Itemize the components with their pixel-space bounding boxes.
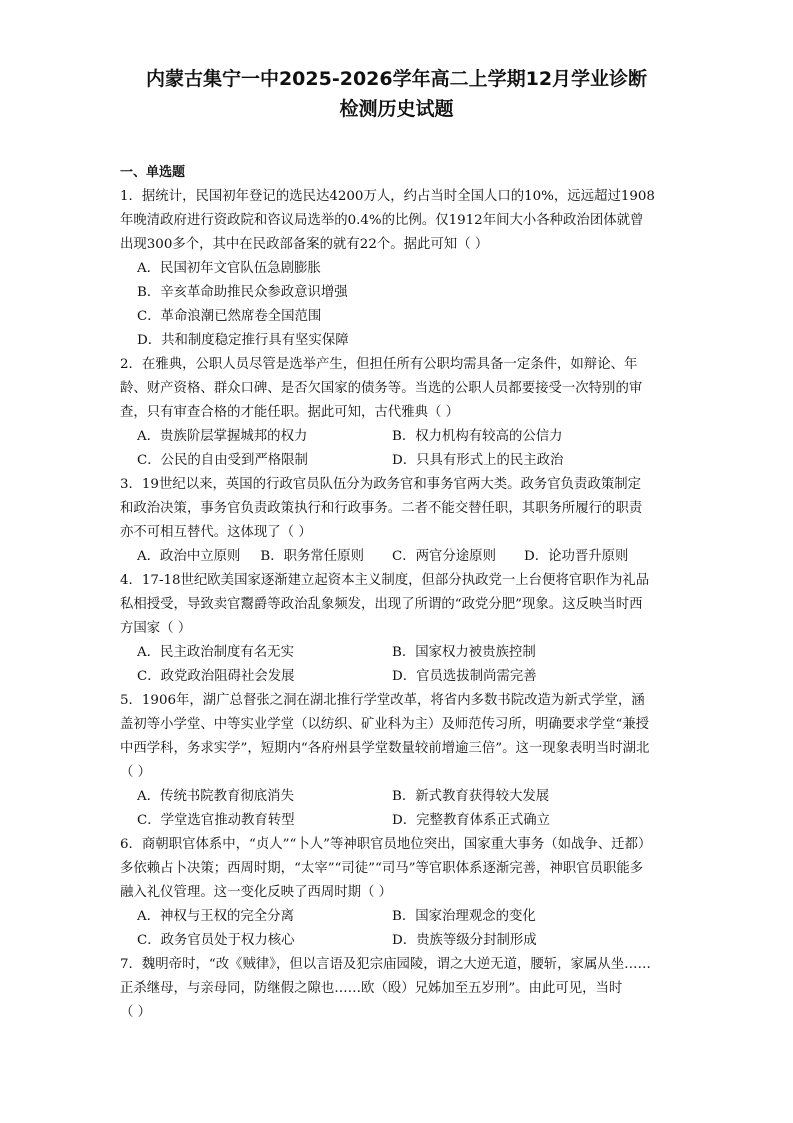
stem-line: 查，只有审查合格的才能任职。据此可知，古代雅典（ ） — [120, 405, 460, 420]
option-b[interactable]: B．新式教育获得较大发展 — [392, 789, 550, 804]
stem-line: 中西学科，务求实学”，短期内“各府州县学堂数量较前增逾三倍”。这一现象表明当时湖北 — [120, 741, 650, 756]
option-d[interactable]: D．共和制度稳定推行具有坚实保障 — [137, 333, 349, 348]
section-heading: 一、单选题 — [120, 165, 186, 180]
question-stem — [120, 689, 676, 785]
option-a[interactable]: A．神权与王权的完全分离 — [137, 909, 294, 924]
question-stem — [120, 833, 676, 905]
option-c[interactable]: C．政务官员处于权力核心 — [137, 933, 295, 948]
question-1 — [120, 185, 676, 353]
option-list — [120, 257, 676, 353]
stem-line: 亦不可相互替代。这体现了（ ） — [120, 525, 312, 540]
title-line-2: 检测历史试题 — [339, 98, 454, 120]
stem-line: 6．商朝职官体系中，“贞人”“卜人”等神职官员地位突出，国家重大事务（如战争、迁都） — [120, 837, 652, 852]
option-a[interactable]: A．贵族阶层掌握城邦的权力 — [137, 429, 308, 444]
question-stem — [120, 569, 676, 641]
question-3 — [120, 473, 676, 569]
option-list — [120, 425, 676, 473]
exam-title — [0, 64, 793, 124]
stem-line: 7．魏明帝时，“改《贼律》，但以言语及犯宗庙园陵，谓之大逆无道，腰斩，家属从坐…… — [120, 957, 651, 972]
stem-line: 龄、财产资格、群众口碑、是否欠国家的债务等。当选的公职人员都要接受一次特别的审 — [120, 381, 643, 396]
stem-line: 3．19世纪以来，英国的行政官员队伍分为政务官和事务官两大类。政务官负责政策制定 — [120, 477, 642, 492]
option-b[interactable]: B．国家权力被贵族控制 — [392, 645, 536, 660]
stem-line: 和政治决策，事务官负责政策执行和行政事务。二者不能交替任职，其职务所履行的职责 — [120, 501, 643, 516]
option-c[interactable]: C．革命浪潮已然席卷全国范围 — [137, 309, 322, 324]
stem-line: 多依赖占卜决策；西周时期，“太宰”“司徒”“司马”等官职体系逐渐完善，神职官员职能多 — [120, 861, 644, 876]
option-list — [120, 785, 676, 833]
option-a[interactable]: A．传统书院教育彻底消失 — [137, 789, 294, 804]
stem-line: 年晚清政府进行资政院和咨议局选举的0.4%的比例。仅1912年间大小各种政治团体就曾 — [120, 213, 644, 228]
option-list — [120, 641, 676, 689]
question-2 — [120, 353, 676, 473]
question-stem — [120, 953, 676, 1025]
option-b[interactable]: B．职务常任原则 — [260, 549, 364, 564]
stem-line: 融入礼仪管理。这一变化反映了西周时期（ ） — [120, 885, 393, 900]
question-list — [120, 185, 676, 1025]
stem-line: 私相授受，导致卖官鬻爵等政治乱象频发，出现了所谓的“政党分肥”现象。这反映当时西 — [120, 597, 643, 612]
stem-line: 2．在雅典，公职人员尽管是选举产生，但担任所有公职均需具备一定条件，如辩论、年 — [120, 357, 638, 372]
stem-line: 出现300多个，其中在民政部备案的就有22个。据此可知（ ） — [120, 237, 489, 252]
question-5 — [120, 689, 676, 833]
option-a[interactable]: A．民主政治制度有名无实 — [137, 645, 294, 660]
question-7 — [120, 953, 676, 1025]
question-stem — [120, 353, 676, 425]
title-line-1: 内蒙古集宁一中2025-2026学年高二上学期12月学业诊断 — [145, 68, 648, 90]
option-c[interactable]: C．两官分途原则 — [391, 549, 496, 564]
option-list — [120, 905, 676, 953]
stem-line: 5．1906年，湖广总督张之洞在湖北推行学堂改革，将省内多数书院改造为新式学堂，涵 — [120, 693, 645, 708]
stem-line: 正杀继母，与亲母同，防继假之隙也……欧（殴）兄姊加至五岁刑”。由此可见，当时 — [120, 981, 623, 996]
option-d[interactable]: D．只具有形式上的民主政治 — [392, 453, 564, 468]
option-b[interactable]: B．国家治理观念的变化 — [392, 909, 536, 924]
question-stem — [120, 185, 676, 257]
stem-line: （ ） — [120, 1005, 152, 1020]
option-list — [120, 545, 676, 569]
stem-line: 4．17-18世纪欧美国家逐渐建立起资本主义制度，但部分执政党一上台便将官职作为礼品 — [120, 573, 650, 588]
stem-line: 1．据统计，民国初年登记的选民达4200万人，约占当时全国人口的10%，远远超过1908 — [120, 189, 655, 204]
stem-line: （ ） — [120, 765, 152, 780]
question-stem — [120, 473, 676, 545]
option-c[interactable]: C．学堂选官推动教育转型 — [137, 813, 295, 828]
question-4 — [120, 569, 676, 689]
option-b[interactable]: B．权力机构有较高的公信力 — [392, 429, 563, 444]
question-6 — [120, 833, 676, 953]
option-d[interactable]: D．官员选拔制尚需完善 — [392, 669, 537, 684]
option-d[interactable]: D．论功晋升原则 — [523, 549, 629, 564]
option-a[interactable]: A．民国初年文官队伍急剧膨胀 — [137, 261, 321, 276]
option-d[interactable]: D．完整教育体系正式确立 — [392, 813, 551, 828]
option-b[interactable]: B．辛亥革命助推民众参政意识增强 — [137, 285, 348, 300]
option-a[interactable]: A．政治中立原则 — [137, 549, 241, 564]
option-c[interactable]: C．政党政治阻碍社会发展 — [137, 669, 295, 684]
stem-line: 方国家（ ） — [120, 621, 192, 636]
stem-line: 盖初等小学堂、中等实业学堂（以纺织、矿业科为主）及师范传习所，明确要求学堂“兼授 — [120, 717, 650, 732]
option-c[interactable]: C．公民的自由受到严格限制 — [137, 453, 308, 468]
option-d[interactable]: D．贵族等级分封制形成 — [392, 933, 537, 948]
